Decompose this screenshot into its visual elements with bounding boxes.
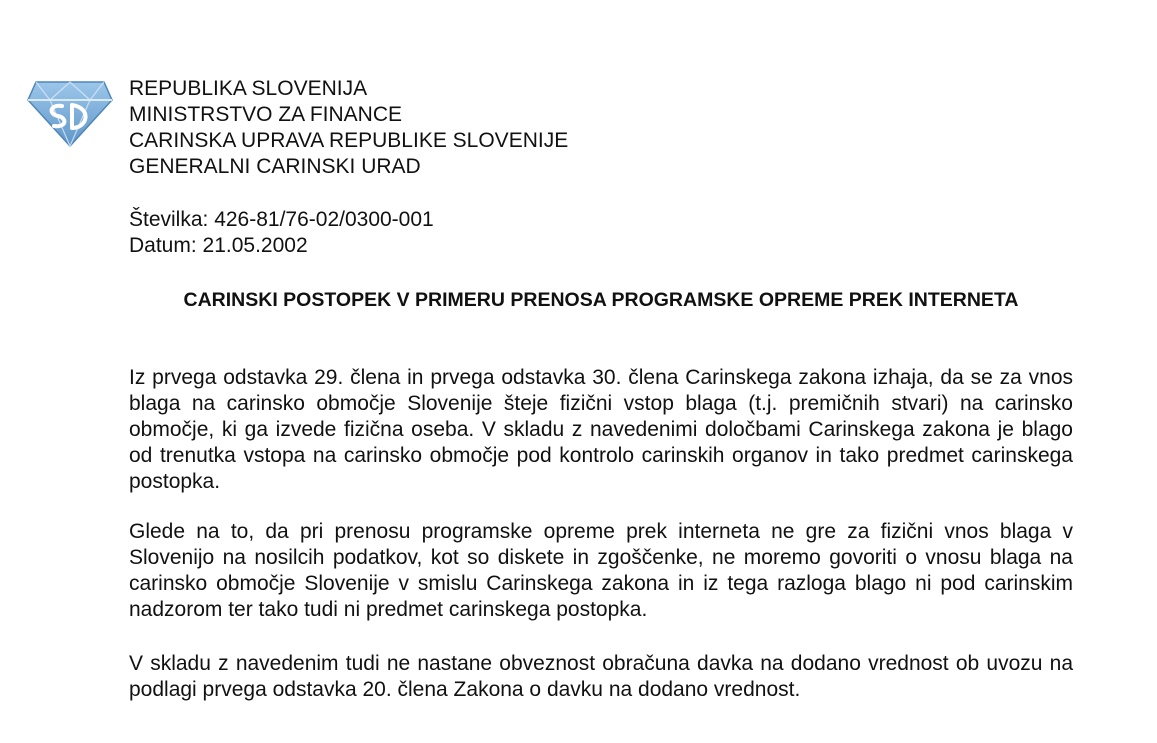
diamond-shield-logo-icon xyxy=(26,78,114,148)
paragraph-1: Iz prvega odstavka 29. člena in prvega odstavka 30. člena Carinskega zakona izhaja, da se za vnos blaga na carinsko območje Slovenije šteje fizični vstop blaga (t.j. premičnih stvari) na carinsko območje, ki ga izvede fizična oseba. V skladu z navedenimi določbami Carinskega zakona je blago od trenutka vstopa na carinsko območje pod kontrolo carinskih organov in tako predmet carinskega postopka. xyxy=(129,366,1073,493)
paragraph-2: Glede na to, da pri prenosu programske opreme prek interneta ne gre za fizični vnos blaga v Slovenijo na nosilcih podatkov, kot so diskete in zgoščenke, ne moremo govoriti o vnosu blaga na carinsko območje Slovenije v smislu Carinskega zakona in iz tega razloga blago ni pod carinskim nadzorom ter tako tudi ni predmet carinskega postopka. xyxy=(129,520,1073,621)
document-date: Datum: 21.05.2002 xyxy=(129,234,308,257)
document-number: Številka: 426-81/76-02/0300-001 xyxy=(129,208,434,231)
header-line-general-office: GENERALNI CARINSKI URAD xyxy=(129,155,421,178)
issuer-header xyxy=(129,76,568,180)
header-line-customs-administration: CARINSKA UPRAVA REPUBLIKE SLOVENIJE xyxy=(129,129,569,152)
header-line-ministry: MINISTRSTVO ZA FINANCE xyxy=(129,103,403,126)
paragraph-3: V skladu z navedenim tudi ne nastane obveznost obračuna davka na dodano vrednost ob uvozu na podlagi prvega odstavka 20. člena Zakona o davku na dodano vrednost. xyxy=(129,652,1073,701)
document-title: CARINSKI POSTOPEK V PRIMERU PRENOSA PROGRAMSKE OPREME PREK INTERNETA xyxy=(183,289,1019,311)
header-line-republic: REPUBLIKA SLOVENIJA xyxy=(129,77,368,100)
document-meta xyxy=(129,207,434,259)
